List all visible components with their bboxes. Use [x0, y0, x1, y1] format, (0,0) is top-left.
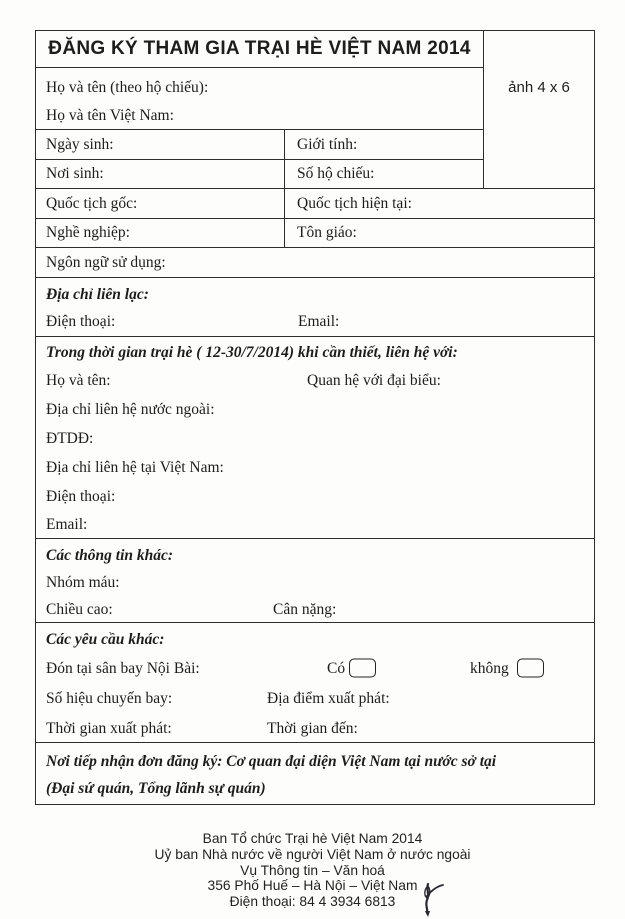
field-passport-no: Số hộ chiếu:: [297, 165, 375, 182]
field-weight: Cân nặng:: [273, 600, 337, 618]
pickup-no-checkbox[interactable]: [517, 659, 544, 678]
pickup-yes-label: Có: [327, 660, 346, 677]
section-other-info-header: Các thông tin khác:: [46, 546, 174, 564]
field-departure-place: Địa điểm xuất phát:: [267, 690, 390, 707]
section-emergency: [36, 337, 594, 539]
form-title-text: ĐĂNG KÝ THAM GIA TRẠI HÈ VIỆT NAM 2014: [48, 38, 471, 59]
footer-line-department: Vụ Thông tin – Văn hoá: [240, 862, 385, 878]
field-current-nationality: Quốc tịch hiện tại:: [297, 194, 412, 212]
field-emergency-relation: Quan hệ với đại biểu:: [307, 372, 441, 389]
form-title: [36, 31, 483, 68]
row-birthplace-passport: [36, 160, 483, 188]
field-arrival-time: Thời gian đến:: [267, 720, 358, 737]
row-languages: [36, 248, 594, 278]
photo-box-label: ảnh 4 x 6: [508, 79, 570, 96]
field-mobile-phone: ĐTDĐ:: [46, 429, 94, 447]
field-religion: Tôn giáo:: [297, 224, 357, 241]
top-main-cells: [36, 31, 484, 188]
row-nationality: [36, 188, 594, 219]
field-flight-no: Số hiệu chuyến bay:: [46, 690, 173, 707]
field-birthplace: Nơi sinh:: [46, 165, 104, 182]
field-emergency-email: Email:: [46, 516, 88, 533]
field-name-passport: Họ và tên (theo hộ chiếu):: [46, 79, 209, 96]
pickup-no-label: không: [470, 660, 509, 677]
submission-line1: Nơi tiếp nhận đơn đăng ký: Cơ quan đại diện Việt Nam tại nước sở tại: [46, 752, 497, 770]
field-emergency-phone: Điện thoại:: [46, 487, 116, 505]
field-languages: Ngôn ngữ sử dụng:: [46, 253, 166, 271]
registration-form-table: [35, 30, 595, 805]
section-emergency-header: Trong thời gian trại hè ( 12-30/7/2014) khi cần thiết, liên hệ với:: [46, 344, 458, 361]
footer-line-organizer: Ban Tổ chức Trại hè Việt Nam 2014: [202, 831, 423, 846]
pickup-yes-checkbox[interactable]: [349, 659, 376, 678]
row-dob-gender: [36, 130, 483, 160]
field-contact-email: Email:: [298, 312, 340, 330]
organizer-footer: [0, 831, 625, 910]
field-dob: Ngày sinh:: [46, 135, 114, 153]
top-section: [36, 31, 594, 188]
field-name-vietnamese: Họ và tên Việt Nam:: [46, 107, 174, 124]
section-contact-header: Địa chỉ liên lạc:: [46, 285, 149, 303]
field-address-abroad: Địa chỉ liên hệ nước ngoài:: [46, 400, 215, 418]
names-cell: [36, 68, 483, 130]
submission-line2: (Đại sứ quán, Tổng lãnh sự quán): [46, 779, 266, 797]
field-blood-type: Nhóm máu:: [46, 573, 120, 591]
field-emergency-name: Họ và tên:: [46, 372, 111, 389]
field-contact-phone: Điện thoại:: [46, 312, 116, 330]
field-departure-time: Thời gian xuất phát:: [46, 720, 172, 737]
pen-scribble-icon: [414, 876, 448, 918]
section-submission: [36, 743, 594, 804]
section-requests: [36, 623, 594, 743]
field-address-vietnam: Địa chỉ liên hệ tại Việt Nam:: [46, 458, 224, 476]
section-other-info: [36, 539, 594, 623]
field-airport-pickup: Đón tại sân bay Nội Bài:: [46, 660, 200, 677]
footer-line-address: 356 Phố Huế – Hà Nội – Việt Nam: [207, 878, 418, 894]
field-gender: Giới tính:: [297, 135, 358, 153]
photo-box: [484, 31, 594, 188]
section-requests-header: Các yêu cầu khác:: [46, 631, 165, 648]
row-occupation-religion: [36, 219, 594, 248]
section-contact: [36, 278, 594, 337]
field-height: Chiều cao:: [46, 600, 113, 618]
field-occupation: Nghề nghiệp:: [46, 224, 130, 241]
footer-line-committee: Uỷ ban Nhà nước về người Việt Nam ở nước ngoài: [154, 846, 471, 862]
field-origin-nationality: Quốc tịch gốc:: [46, 194, 138, 212]
footer-line-phone: Điện thoại: 84 4 3934 6813: [229, 894, 396, 910]
